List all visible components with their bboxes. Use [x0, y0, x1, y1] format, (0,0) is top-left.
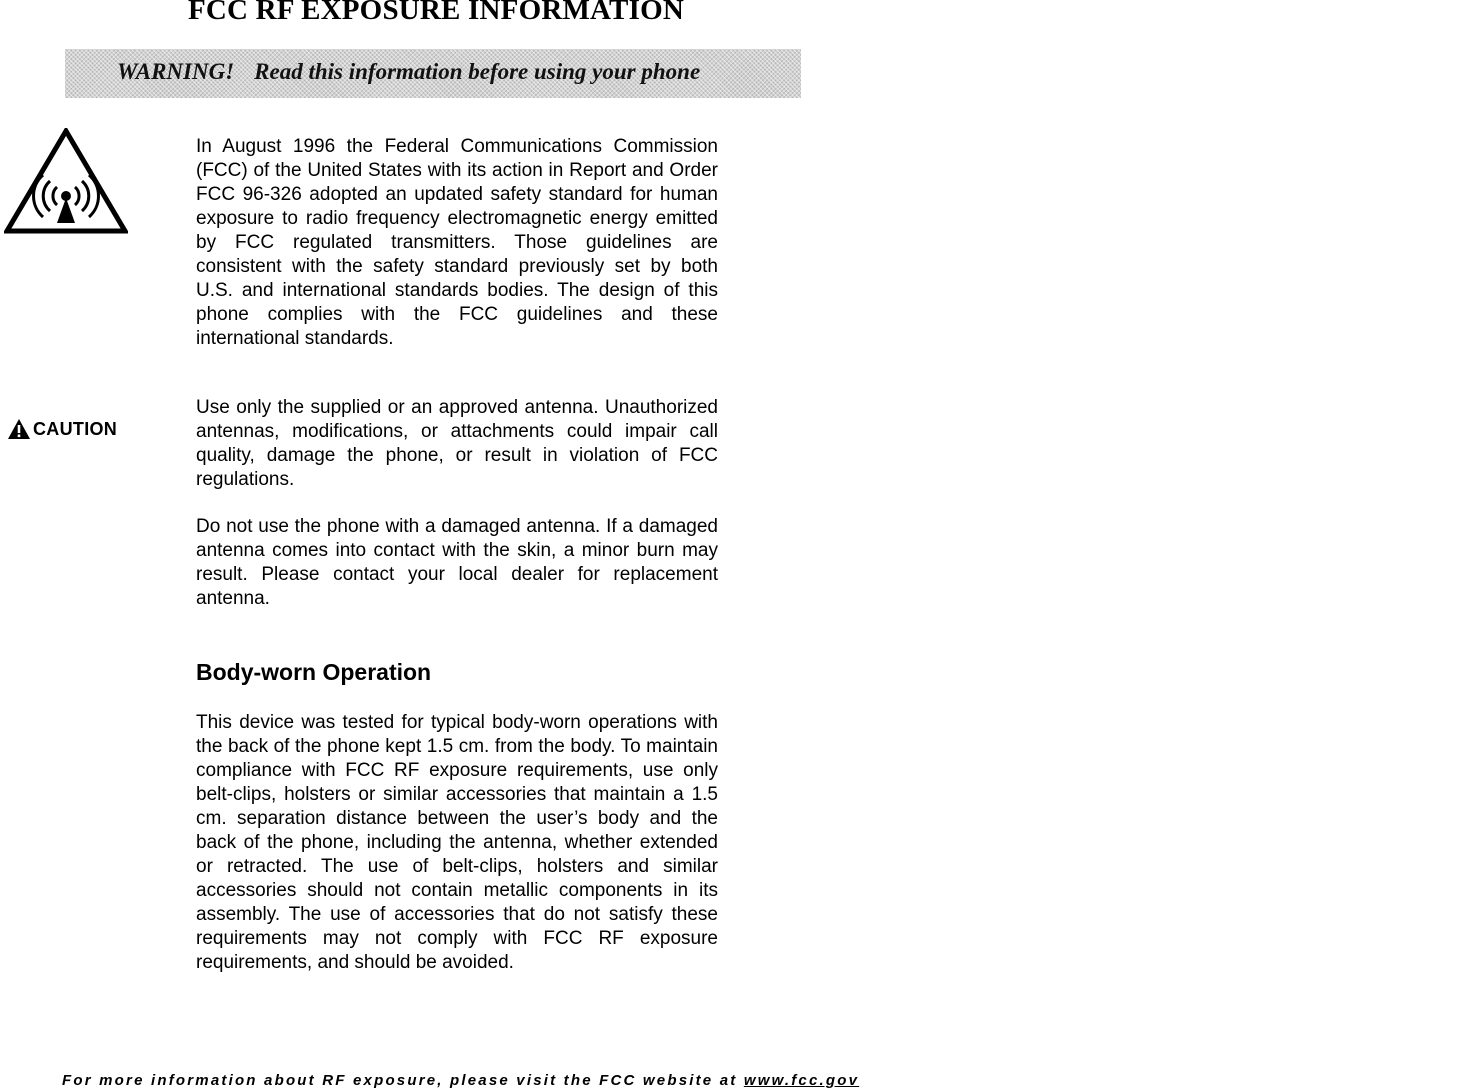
warning-banner-text [117, 59, 700, 85]
caution-text: CAUTION [33, 418, 118, 439]
fcc-website-link[interactable]: www.fcc.gov [743, 1072, 860, 1089]
damaged-antenna-paragraph: Do not use the phone with a damaged antenna. If a damaged antenna comes into contact with the skin, a minor burn may result. Please contact your local dealer for replacement antenna. [196, 516, 718, 609]
footer-text: For more information about RF exposure, please visit the FCC website at [62, 1072, 744, 1089]
footer-note [62, 1072, 859, 1089]
body-worn-paragraph: This device was tested for typical body-worn operations with the back of the phone kept 1.5 cm. from the body. To maintain compliance with FCC RF exposure requirements, use only belt-clips, holsters or similar accessories that maintain a 1.5 cm. separation distance between the user’s body and the back of the phone, including the antenna, whether extended or retracted. The use of belt-clips, holsters and similar accessories should not contain metallic components in its assembly. The use of accessories that do not satisfy these requirements may not comply with FCC RF exposure requirements, and should be avoided. [196, 712, 718, 973]
caution-label [7, 417, 117, 441]
warning-banner [65, 49, 801, 98]
page-title: FCC RF EXPOSURE INFORMATION [188, 0, 684, 26]
warning-message: Read this information before using your phone [254, 59, 701, 84]
intro-paragraph: In August 1996 the Federal Communications Commission (FCC) of the United States with its action in Report and Order FCC 96-326 adopted an updated safety standard for human exposure to radio frequency electromagnetic energy emitted by FCC regulated transmitters. Those guidelines are consistent with the safety standard previously set by both U.S. and international standards bodies. The design of this phone complies with the FCC guidelines and these international standards. [196, 136, 718, 349]
caution-triangle-icon [7, 418, 31, 440]
antenna-use-paragraph: Use only the supplied or an approved antenna. Unauthorized antennas, modifications, or attachments could impair call quality, damage the phone, or result in violation of FCC regulations. [196, 397, 718, 490]
body-worn-heading: Body-worn Operation [196, 659, 432, 685]
rf-radiation-warning-icon [4, 128, 128, 234]
warning-label: WARNING! [117, 59, 235, 84]
